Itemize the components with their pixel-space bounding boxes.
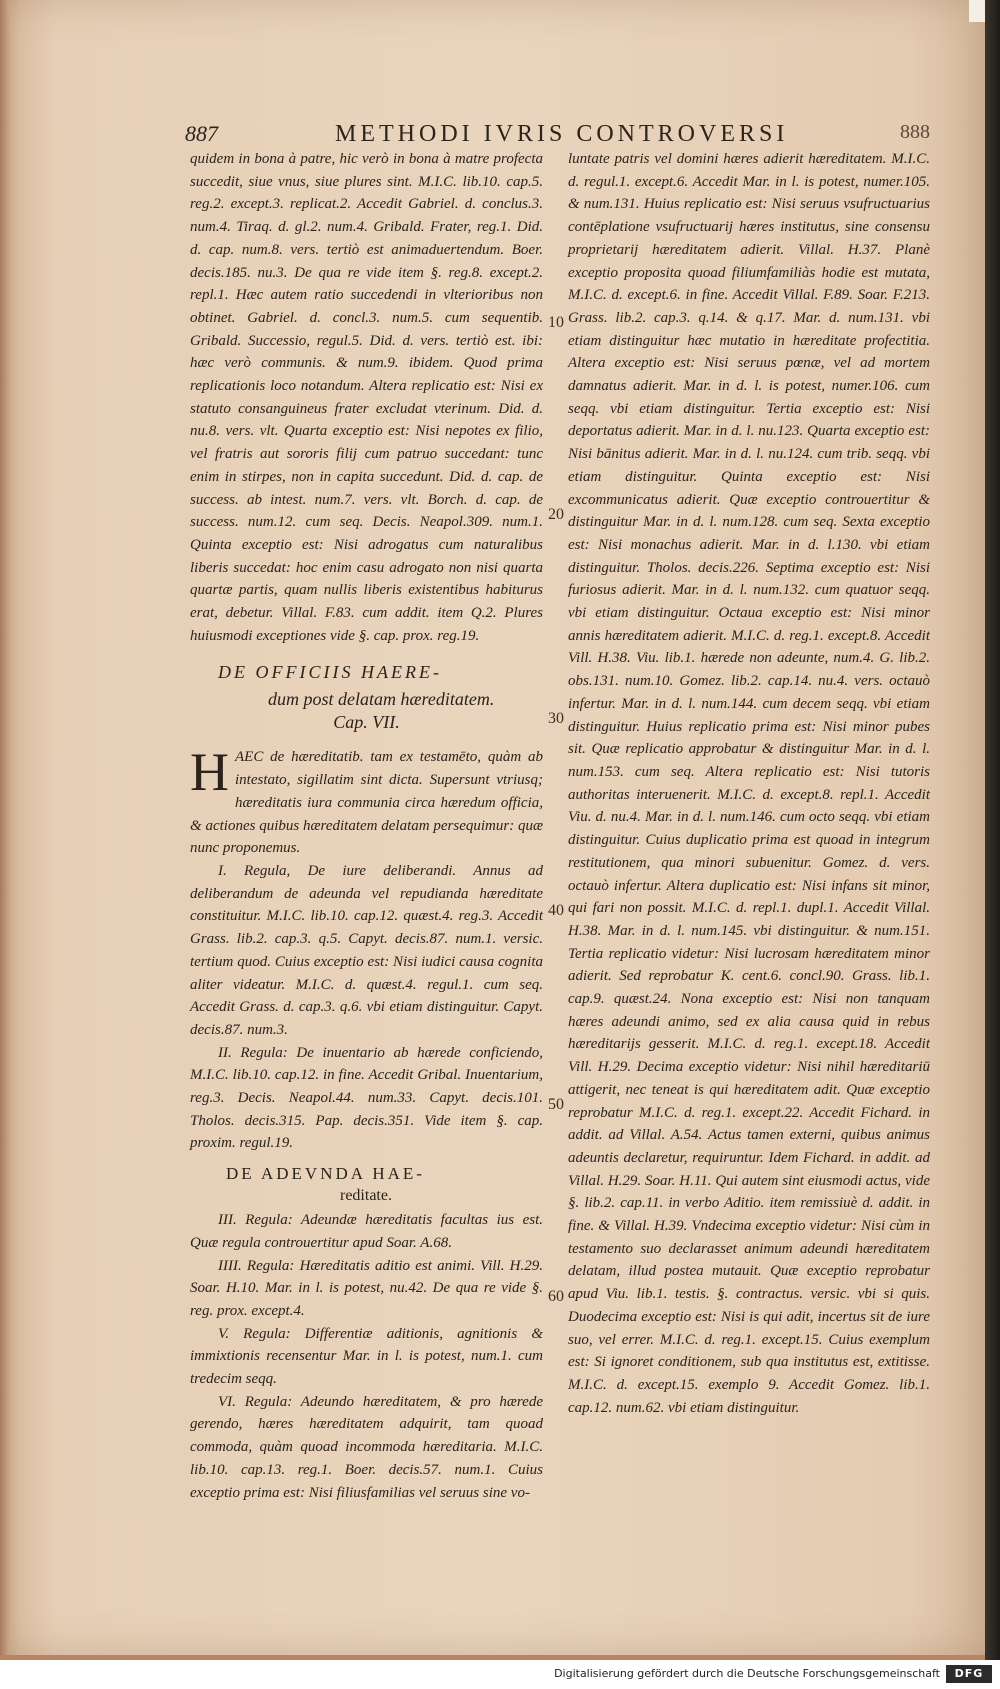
- chapter-number: Cap. VII.: [333, 712, 400, 733]
- paragraph: AEC de hæreditatib. tam ex testamēto, quàm ab intestato, sigillatim sint dicta. Supersunt vtriusq; hæreditatis iura communia circa hæredum officia, & actiones quibus hæreditatem delatam persequimur: quæ nunc proponemus.: [190, 749, 543, 857]
- right-column: [568, 148, 930, 1419]
- footer-bar: [0, 1660, 1000, 1689]
- rule-paragraph: III. Regula: Adeundæ hæreditatis facultas ius est. Quæ regula controuertitur apud Soar. A.68.: [190, 1212, 543, 1251]
- paragraph: luntate patris vel domini hæres adierit hæreditatem. M.I.C. d. regul.1. except.6. Accedit Mar. in l. is potest, numer.105. & num.131. Huius replicatio est: Nisi seruus vsufructuarius contēplatione vsufructuarij hæres institutus, sine consensu proprietarij hæreditatem adierit. Villal. H.37. Planè exceptio proposita quoad filiumfamiliàs hodie est mutata, M.I.C. d. except.6. in fine. Accedit Villal. F.89. Soar. F.213. Grass. lib.2. cap.3. q.14. & q.17. Mar. d. num.131. vbi etiam distinguitur hæc mutatio in hæreditate profectitia. Altera exceptio est: Nisi seruus pœnæ, vel ad mortem damnatus adierit. Mar. in d. l. is potest, numer.106. cum seqq. vbi etiam distinguitur. Tertia exceptio est: Nisi deportatus adierit. Mar. in d. l. nu.123. Quarta exceptio est: Nisi bānitus adierit. Mar. in d. l. nu.124. cum trib. seqq. vbi etiam distinguitur. Quinta exceptio est: Nisi excommunicatus adierit. Quæ exceptio controuertitur & distinguitur Mar. in d. l. num.128. cum seq. Sexta exceptio est: Nisi monachus adierit. Mar. in d. l.130. vbi etiam distinguitur. Tholos. decis.226. Septima exceptio est: Nisi furiosus adierit. Mar. in d. l. num.132. cum quatuor seqq. vbi etiam distinguitur. Octaua exceptio est: Nisi minor annis hæreditatem adierit. M.I.C. d. reg.1. except.8. Accedit Vill. H.38. Viu. lib.1. hærede non adeunte, num.4. G. lib.2. obs.131. num.10. Gomez. lib.2. cap.14. nu.4. vers. octauò infertur. Mar. in d. l. num.144. cum decem seqq. vbi etiam distinguitur. Huius replicatio prima est: Nisi minor pubes sit. Quæ replicatio approbatur & distinguitur Mar. in d. l. num.153. cum seq. Altera replicatio est: Nisi tutoris authoritas interuenerit. M.I.C. d. except.8. repl.1. Accedit Viu. d. nu.4. Mar. in d. l. num.146. cum octo seqq. vbi etiam distinguitur. Cuius duplicatio prima est quoad in integrum restitutionem, qua minori subuenitur. Gomez. d. vers. octauò infertur. Altera duplicatio est: Nisi infans sit minor, qui fari non possit. M.I.C. d. repl.1. dupl.1. Accedit Villal. H.38. Mar. in d. l. num.145. vbi distinguitur. & num.151. Tertia replicatio videtur: Nisi lucrosam hæreditatem minor adierit. Sed reprobatur K. cent.6. concl.90. Grass. lib.1. cap.9. quæst.24. Nona exceptio est: Nisi non tanquam hæres adeundi animo, sed ex alia causa quid in rebus hæreditarijs gesserit. M.I.C. d. reg.1. except.18. Accedit Vill. H.29. Decima exceptio videtur: Nisi nihil hæreditariū attigerit, nec teneat is qui hæreditatem adit. Quæ exceptio reprobatur M.I.C. d. reg.1. except.22. Accedit Fichard. in addit. ad Villal. A.54. Actus tamen externi, quibus animus adeuntis declaretur, requiruntur. Idem Fichard. in addit. ad Villal. H.29. Soar. H.11. Qui autem sint eiusmodi actus, vide §. lib.2. cap.11. in verbo Aditio. item remissiuè d. addit. in fine. & Villal. H.39. Vndecima exceptio videtur: Nisi cùm in testamento suo declarasset animum adeundi hæreditatem delatam, illud postea mutauit. Quæ exceptio reprobatur apud Viu. lib.1. testis. §. contractus. versic. vbi si quis. Duodecima exceptio est: Nisi is qui adit, incertus sit de iure suo, vel errer. M.I.C. d. reg.1. except.15. Cuius exemplum est: Si ignoret conditionem, sub qua institutus est, extitisse. M.I.C. d. except.15. exemplo 9. Accedit Gomez. lib.1. cap.12. num.62. vbi etiam distinguitur.: [568, 151, 930, 1416]
- drop-cap: H: [190, 742, 229, 803]
- running-header: [185, 121, 930, 151]
- section-heading-continued: reditate.: [340, 1187, 392, 1205]
- left-column: [190, 148, 543, 1504]
- page-number-left: 887: [185, 121, 218, 146]
- rule-paragraph: IIII. Regula: Hæreditatis aditio est animi. Vill. H.29. Soar. H.10. Mar. in l. is potest, nu.42. De qua re vide §. reg. prox. except.4.: [190, 1257, 543, 1319]
- digitization-credit: Digitalisierung gefördert durch die Deutsche Forschungsgemeinschaft: [554, 1667, 940, 1680]
- line-number: 60: [548, 1288, 564, 1305]
- rule-paragraph: VI. Regula: Adeundo hæreditatem, & pro hærede gerendo, hæres hæreditatem adquirit, tam quoad commoda, quàm quoad incommoda hæreditaria. M.I.C. lib.10. cap.13. reg.1. Boer. decis.57. num.1. Cuius exceptio prima est: Nisi filiusfamilias vel seruus sine vo-: [190, 1393, 543, 1501]
- rule-paragraph: I. Regula, De iure deliberandi. Annus ad deliberandum de adeunda vel repudianda hæreditate constituitur. M.I.C. lib.10. cap.12. quæst.4. reg.3. Accedit Grass. lib.2. cap.3. q.5. Capyt. decis.87. num.1. versic. tertium quod. Cuius exceptio est: Nisi iudici causa cognita aliter videatur. M.I.C. d. quæst.4. regul.1. cum seq. Accedit Grass. d. cap.3. q.6. vbi etiam distinguitur. Capyt. decis.87. num.3.: [190, 862, 543, 1038]
- rule-paragraph: V. Regula: Differentiæ aditionis, agnitionis & immixtionis recensentur Mar. in l. is potest, num.1. cum tredecim seqq.: [190, 1325, 543, 1388]
- book-binding: [985, 0, 1000, 1660]
- line-number: 30: [548, 710, 564, 727]
- page-number-right: 888: [900, 121, 930, 143]
- dfg-logo-icon: DFG: [946, 1665, 992, 1683]
- chapter-heading: DE OFFICIIS HAERE-: [218, 662, 442, 683]
- line-number: 50: [548, 1096, 564, 1113]
- chapter-heading-continued: dum post delatam hæreditatem.: [268, 689, 495, 710]
- line-number: 40: [548, 902, 564, 919]
- rule-paragraph: II. Regula: De inuentario ab hærede conficiendo, M.I.C. lib.10. cap.12. in fine. Accedit Gribal. Inuentarium, reg.3. Decis. Neapol.44. num.33. Capyt. decis.101. Tholos. decis.315. Pap. decis.351. Vide item §. cap. proxim. regul.19.: [190, 1044, 543, 1152]
- scan-corner-marker: [969, 0, 985, 22]
- running-title: METHODI IVRIS CONTROVERSI: [335, 121, 789, 147]
- section-heading: DE ADEVNDA HAE-: [226, 1164, 425, 1184]
- paragraph: quidem in bona à patre, hic verò in bona à matre profecta succedit, siue vnus, siue plures sint. M.I.C. lib.10. cap.5. reg.2. except.3. replicat.2. Accedit Gabriel. d. conclus.3. num.4. Tiraq. d. gl.2. num.4. Gribald. Frater, reg.1. Did. d. cap. num.8. vers. tertiò est animaduertendum. Boer. decis.185. nu.3. De qua re vide item §. reg.8. except.2. repl.1. Hæc autem ratio succedendi in vlterioribus non obtinet. Gabriel. d. concl.3. num.5. cum sequentib. Gribald. Successio, regul.5. Did. d. vers. tertiò est. ibi: hæc verò communis. & num.9. ibidem. Quod prima replicationis loco notandum. Altera replicatio est: Nisi ex statuto consanguineus frater excludat vterinum. Did. d. nu.8. vers. vlt. Quarta exceptio est: Nisi nepotes ex filio, vel fratris aut sororis filij cum patruo succedant: tunc enim in stirpes, non in capita succedunt. Did. d. cap. de success. ab intest. num.7. vers. vlt. Borch. d. cap. de success. num.12. cum seq. Decis. Neapol.309. num.1. Quinta exceptio est: Nisi adrogatus cum naturalibus liberis succedat: hoc enim casu adrogato non nisi quarta quartæ partis, quam nullis liberis existentibus habiturus erat, debetur. Villal. F.83. cum addit. item Q.2. Plures huiusmodi exceptiones vide §. cap. prox. reg.19.: [190, 151, 543, 644]
- line-number: 20: [548, 506, 564, 523]
- page-edge: [0, 0, 10, 1655]
- line-number: 10: [548, 314, 564, 331]
